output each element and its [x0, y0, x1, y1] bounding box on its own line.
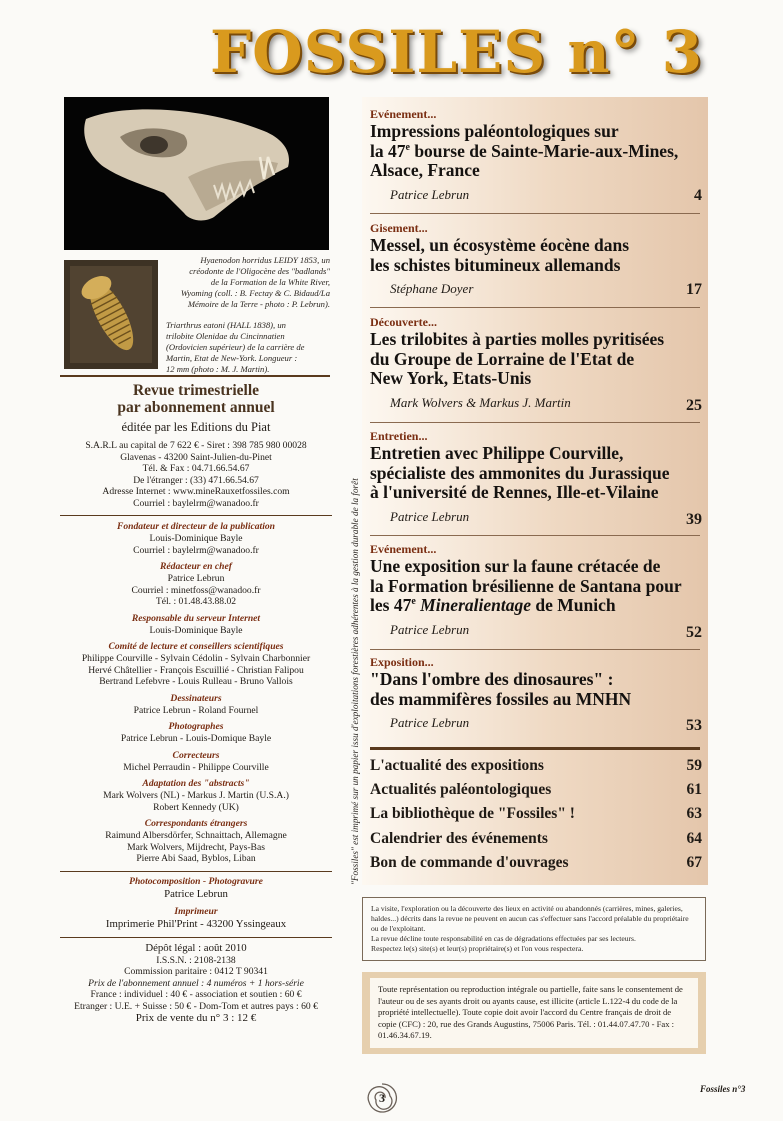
- toc-author: Patrice Lebrun: [390, 715, 470, 730]
- copyright-text: Toute représentation ou reproduction intégrale ou partielle, faite sans le consentement de l'auteur ou de ses ayants droit ou ayants cause, est illicite (article L.122-4 du code de la propriété intellectuelle). Toute copie doit avoir l'accord du Centre français de droit de copie (CFC) : 20, rue des Grands Augustins, 75006 Paris. Tél. : 01.44.07.47.70 - Fax : 01.46.34.67.19.: [370, 978, 698, 1048]
- toc-title-line: du Groupe de Lorraine de l'Etat de: [370, 348, 635, 369]
- toc-title: [370, 670, 702, 709]
- toc-entry[interactable]: [370, 655, 702, 737]
- caption-line: de la Formation de la White River,: [210, 277, 330, 287]
- credit-line: Raimund Albersdörfer, Schnaittach, Allemagne: [105, 830, 287, 841]
- divider: [370, 649, 700, 650]
- section-heading: Photographes: [168, 721, 224, 732]
- section-heading: Responsable du serveur Internet: [131, 612, 261, 624]
- notice-line: La visite, l'exploration ou la découverte des lieux en activité ou abandonnés (carrières, mines, galeries, haldes...) décrits dans la revue ne peuvent en aucun cas s'effectuer sans l'accord préalable du propriétaire ou de l'exploitant.: [371, 904, 689, 933]
- skull-caption: [170, 255, 330, 310]
- credit-line: Patrice Lebrun: [167, 573, 225, 584]
- section-heading: Fondateur et directeur de la publication: [116, 521, 276, 532]
- toc-title-line: "Dans l'ombre des dinosaures" :: [370, 669, 614, 689]
- notice-line: Respectez le(s) site(s) et leur(s) propriétaire(s) et l'on vous respectera.: [371, 944, 584, 953]
- superscript: e: [411, 596, 416, 608]
- company-line: Glavenas - 43200 Saint-Julien-du-Pinet: [120, 451, 272, 463]
- toc-title-line: Une exposition sur la faune crétacée de: [370, 556, 661, 576]
- toc-title: [370, 557, 702, 616]
- section-heading: Photocomposition - Photogravure: [129, 875, 263, 887]
- toc-short-label: Actualités paléontologiques: [370, 781, 552, 798]
- divider: [370, 422, 700, 423]
- credit-line: Robert Kennedy (UK): [153, 801, 239, 813]
- toc-title-line: des mammifères fossiles au MNHN: [370, 688, 632, 709]
- toc-title-text: bourse de Sainte-Marie-aux-Mines,: [409, 140, 679, 161]
- credit-line: Hervé Châtellier - François Escuillié - Christian Falipou: [88, 664, 304, 676]
- toc-author: Stéphane Doyer: [390, 281, 474, 296]
- credit-line: Mark Wolvers (NL) - Markus J. Martin (U.S.A.): [103, 790, 289, 801]
- toc-short-item[interactable]: [370, 830, 702, 850]
- toc-page-number: 61: [686, 781, 702, 798]
- divider: [370, 747, 700, 750]
- section-heading: Correcteurs: [172, 749, 220, 761]
- divider: [60, 871, 332, 872]
- toc-title-line: à l'université de Rennes, Ille-et-Vilaine: [370, 482, 659, 502]
- caption-line: créodonte de l'Oligocène des "badlands": [189, 266, 330, 276]
- toc-author: Patrice Lebrun: [390, 508, 470, 524]
- credit-line: Pierre Abi Saad, Byblos, Liban: [136, 853, 256, 864]
- page-number: [364, 1080, 400, 1116]
- toc-title-line: spécialiste des ammonites du Jurassique: [370, 462, 670, 483]
- credit-line: Patrice Lebrun - Louis-Domique Bayle: [120, 733, 272, 744]
- publisher: éditée par les Editions du Piat: [121, 420, 271, 434]
- toc-category: Entretien...: [370, 429, 428, 443]
- website-link[interactable]: Adresse Internet : www.mineRauxetfossiles.com: [102, 486, 290, 497]
- caption-line: Triarthrus eatoni (HALL 1838), un: [166, 320, 286, 330]
- toc-page-number: 63: [686, 805, 702, 822]
- legal-line: Prix de l'abonnement annuel : 4 numéros + 1 hors-série: [88, 977, 304, 989]
- section-heading: Adaptation des "abstracts": [142, 778, 250, 789]
- toc-category: Gisement...: [370, 221, 428, 235]
- legal-line: Commission paritaire : 0412 T 90341: [124, 966, 268, 977]
- toc-title-text: les 47: [370, 595, 412, 615]
- credits-column: [60, 382, 332, 1025]
- toc-title-line: les schistes bitumineux allemands: [370, 254, 621, 275]
- toc-title: [370, 444, 702, 503]
- legal-line: Dépôt légal : août 2010: [145, 941, 247, 954]
- section-heading: Rédacteur en chef: [160, 561, 232, 572]
- toc-page-number: 64: [686, 830, 702, 847]
- toc-category: Evénement...: [370, 107, 437, 121]
- toc-title-line: New York, Etats-Unis: [370, 368, 532, 388]
- credit-line: Bertrand Lefebvre - Louis Rulleau - Bruno Vallois: [99, 676, 293, 687]
- email-link[interactable]: Courriel : minetfoss@wanadoo.fr: [131, 584, 261, 596]
- toc-title-line: Impressions paléontologiques sur: [370, 121, 619, 141]
- toc-page-number: 17: [686, 281, 702, 298]
- toc-category: Découverte...: [370, 315, 437, 329]
- credits-title: par abonnement annuel: [117, 399, 275, 416]
- magazine-masthead: FOSSILES n° 3: [210, 18, 704, 86]
- company-line: Tél. & Fax : 04.71.66.54.67: [142, 463, 250, 474]
- toc-author: Mark Wolvers & Markus J. Martin: [390, 394, 571, 410]
- section-heading: Dessinateurs: [170, 692, 222, 704]
- toc-short-item[interactable]: [370, 805, 702, 825]
- toc-page-number: 67: [686, 854, 702, 871]
- email-link[interactable]: Courriel : baylelrm@wanadoo.fr: [133, 544, 259, 556]
- divider: [60, 375, 330, 377]
- caption-line: (Ordovicien supérieur) de la carrière de: [166, 342, 305, 352]
- section-heading: Imprimeur: [174, 905, 218, 917]
- caption-line: 12 mm (photo : M. J. Martin).: [166, 364, 270, 374]
- company-line: S.A.R.L au capital de 7 622 € - Siret : 398 785 980 00028: [85, 440, 307, 451]
- toc-title: [370, 236, 702, 275]
- table-of-contents: [362, 97, 708, 885]
- legal-line: Etranger : U.E. + Suisse : 50 € - Dom-Tom et autres pays : 60 €: [74, 1000, 318, 1012]
- company-line: De l'étranger : (33) 471.66.54.67: [133, 474, 259, 486]
- credit-line: Philippe Courville - Sylvain Cédolin - Sylvain Charbonnier: [81, 653, 311, 664]
- divider: [60, 515, 332, 516]
- toc-entry[interactable]: [370, 107, 702, 209]
- toc-title-line: Entretien avec Philippe Courville,: [370, 443, 624, 463]
- credit-line: Patrice Lebrun - Roland Fournel: [133, 704, 259, 716]
- toc-title-line: [370, 142, 702, 162]
- issue-price: Prix de vente du n° 3 : 12 €: [135, 1012, 257, 1024]
- toc-page-number: 25: [686, 397, 702, 414]
- toc-category: Evénement...: [370, 542, 437, 556]
- trilobite-photo: [64, 260, 158, 369]
- credit-line: Mark Wolvers, Mijdrecht, Pays-Bas: [127, 841, 265, 853]
- credit-line: Louis-Dominique Bayle: [149, 533, 243, 544]
- credits-title: Revue trimestrielle: [132, 382, 260, 399]
- toc-entry[interactable]: [370, 221, 702, 301]
- copyright-notice: [362, 972, 706, 1054]
- toc-short-item[interactable]: [370, 757, 702, 777]
- toc-title-line: la Formation brésilienne de Santana pour: [370, 575, 682, 596]
- section-heading: Correspondants étrangers: [144, 818, 248, 829]
- toc-page-number: 53: [686, 717, 702, 734]
- toc-author: Patrice Lebrun: [390, 621, 470, 637]
- toc-title: [370, 330, 702, 389]
- toc-title-line: Alsace, France: [370, 160, 480, 180]
- caption-line: trilobite Olenidae du Cincinnatien: [166, 331, 285, 341]
- legal-line: I.S.S.N. : 2108-2138: [156, 954, 236, 966]
- section-heading: Comité de lecture et conseillers scientifiques: [108, 641, 284, 652]
- caption-line: Martin, Etat de New-York. Longueur :: [166, 353, 298, 363]
- toc-title-text: Mineralientage: [420, 595, 531, 615]
- toc-short-label: Calendrier des événements: [370, 830, 548, 847]
- paper-note: [350, 100, 362, 885]
- toc-page-number: 4: [694, 187, 702, 204]
- email-link[interactable]: Courriel : baylelrm@wanadoo.fr: [133, 497, 259, 509]
- toc-short-label: La bibliothèque de "Fossiles" !: [370, 805, 575, 822]
- page-number-text: 3: [379, 1091, 385, 1105]
- footer-tag: Fossiles n°3: [700, 1084, 746, 1094]
- toc-entry[interactable]: [370, 542, 702, 642]
- paper-note-text: "Fossiles" est imprimé sur un papier issu d'exploitations forestières adhérentes à la gestion durable de la forêt: [350, 478, 360, 885]
- toc-title-line: [370, 596, 702, 616]
- toc-short-item[interactable]: [370, 781, 702, 801]
- divider: [370, 307, 700, 308]
- toc-entry[interactable]: [370, 429, 702, 529]
- credit-line: Louis-Dominique Bayle: [149, 624, 243, 636]
- divider: [370, 535, 700, 536]
- caption-line: Hyaenodon horridus LEIDY 1853, un: [200, 255, 330, 265]
- toc-short-item[interactable]: [370, 854, 702, 874]
- toc-category: Exposition...: [370, 655, 434, 669]
- toc-title-text: de Munich: [531, 595, 616, 615]
- credit-line: Tél. : 01.48.43.88.02: [155, 596, 237, 607]
- toc-title-line: Les trilobites à parties molles pyritisées: [370, 329, 665, 349]
- legal-line: France : individuel : 40 € - association et soutien : 60 €: [90, 989, 302, 1000]
- credit-line: Imprimerie Phil'Print - 43200 Yssingeaux: [105, 917, 287, 930]
- caption-line: Wyoming (coll. : B. Fectay & C. Bidaud/La: [180, 288, 330, 298]
- site-access-notice: [362, 897, 706, 961]
- toc-author: Patrice Lebrun: [390, 186, 470, 202]
- toc-page-number: 39: [686, 511, 702, 528]
- credit-line: Patrice Lebrun: [164, 887, 228, 900]
- divider: [60, 937, 332, 938]
- toc-page-number: 59: [686, 757, 702, 774]
- toc-title-line: Messel, un écosystème éocène dans: [370, 235, 630, 255]
- notice-line: La revue décline toute responsabilité en cas de dégradations effectuées par ses lecteurs.: [371, 934, 636, 943]
- toc-page-number: 52: [686, 624, 702, 641]
- toc-title: [370, 122, 702, 181]
- toc-short-label: L'actualité des expositions: [370, 757, 544, 774]
- trilobite-caption: [166, 320, 330, 375]
- caption-line: Mémoire de la Terre - photo : P. Lebrun).: [187, 299, 330, 309]
- credit-line: Michel Perraudin - Philippe Courville: [123, 761, 269, 773]
- skull-photo: [64, 97, 329, 250]
- toc-short-label: Bon de commande d'ouvrages: [370, 854, 569, 871]
- divider: [370, 213, 700, 214]
- toc-entry[interactable]: [370, 315, 702, 415]
- toc-title-text: la 47: [370, 140, 406, 161]
- superscript: e: [405, 141, 410, 153]
